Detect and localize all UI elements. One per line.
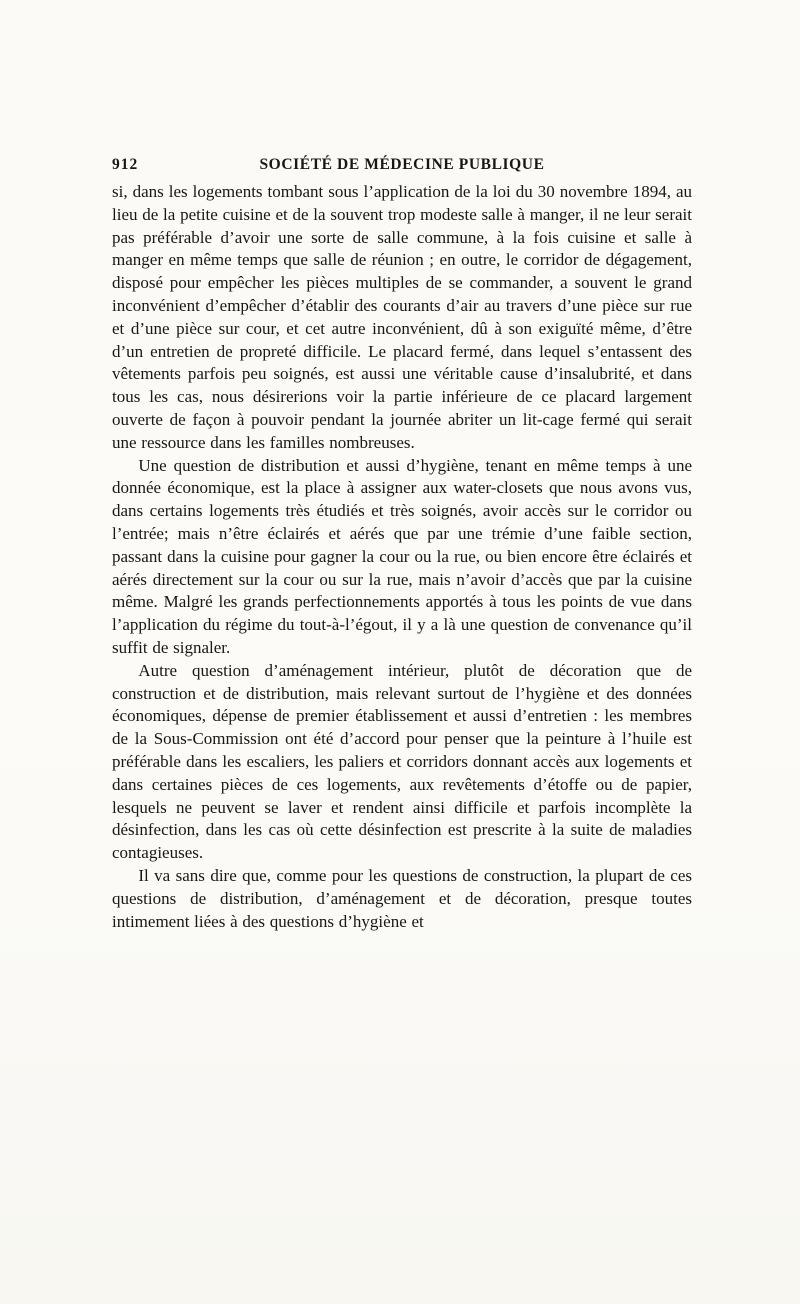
page-number: 912	[112, 156, 139, 173]
running-title: SOCIÉTÉ DE MÉDECINE PUBLIQUE	[259, 156, 545, 173]
page-header	[112, 156, 692, 174]
paragraph-2: Une question de distribution et aussi d’hygiène, tenant en même temps à une donnée économique, est la place à assigner aux water-closets que nous avons vus, dans certains logements très étudiés et très soignés, avoir accès sur le corridor ou l’entrée; mais n’être éclairés et aérés que par une trémie d’une faible section, passant dans la cuisine pour gagner la cour ou la rue, ou bien encore être éclairés et aérés directement sur la cour ou sur la rue, mais n’avoir d’accès que par la cuisine même. Malgré les grands perfectionnements apportés à tous les points de vue dans l’application du régime du tout-à-l’égout, il y a là une question de convenance qu’il suffit de signaler.	[112, 455, 692, 657]
text-block	[112, 181, 692, 933]
paragraph-1: si, dans les logements tombant sous l’application de la loi du 30 novembre 1894, au lieu de la petite cuisine et de la souvent trop modeste salle à manger, il ne leur serait pas préférable d’avoir une sorte de salle commune, à la fois cuisine et salle à manger en même temps que salle de réunion ; en outre, le corridor de dégagement, disposé pour empêcher les pièces multiples de se commander, a souvent le grand inconvénient d’empêcher d’établir des courants d’air au travers d’une pièce sur rue et d’une pièce sur cour, et cet autre inconvénient, dû à son exiguïté même, d’être d’un entretien de propreté difficile. Le placard fermé, dans lequel s’entassent des vêtements parfois peu soignés, est aussi une véritable cause d’insalubrité, et dans tous les cas, nous désirerions voir la partie inférieure de ce placard largement ouverte de façon à pouvoir pendant la journée abriter un lit-cage fermé qui serait une ressource dans les familles nombreuses.	[112, 182, 692, 452]
paragraph-3: Autre question d’aménagement intérieur, plutôt de décoration que de construction et de distribution, mais relevant surtout de l’hygiène et des données économiques, dépense de premier établissement et aussi d’entretien : les membres de la Sous-Commission ont été d’accord pour penser que la peinture à l’huile est préférable dans les escaliers, les paliers et corridors donnant accès aux logements et dans certaines pièces de ces logements, aux revêtements d’étoffe ou de papier, lesquels ne peuvent se laver et rendent ainsi difficile et parfois incomplète la désinfection, dans les cas où cette désinfection est prescrite à la suite de maladies contagieuses.	[112, 660, 692, 863]
paragraph-4: Il va sans dire que, comme pour les questions de construction, la plupart de ces questions de distribution, d’aménagement et de décoration, presque toutes intimement liées à des questions d’hygiène et	[112, 865, 692, 931]
